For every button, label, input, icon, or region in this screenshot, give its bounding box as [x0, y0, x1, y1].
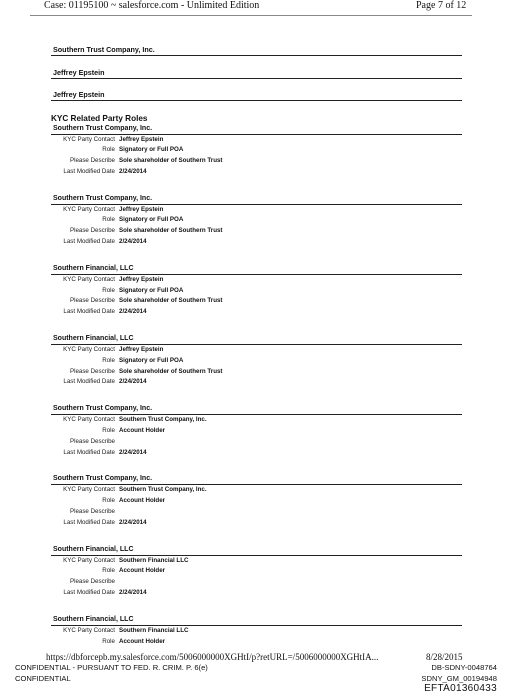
last-modified-date-label: Last Modified Date — [63, 448, 115, 456]
last-modified-date-value: 2/24/2014 — [119, 167, 147, 175]
role-row — [51, 637, 462, 648]
role-company-name: Southern Trust Company, Inc. — [53, 405, 153, 413]
print-date: 8/28/2015 — [426, 652, 463, 662]
please-describe-row — [51, 507, 462, 518]
last-modified-date-row — [51, 377, 462, 388]
page-url: https://dbforcepb.my.salesforce.com/5006000000XGHtI/p?retURL=/5006000000XGHtIA... — [46, 652, 379, 662]
please-describe-row — [51, 226, 462, 237]
kyc-party-contact-row — [51, 626, 462, 637]
kyc-party-contact-label: KYC Party Contact — [63, 626, 115, 634]
last-modified-date-label: Last Modified Date — [63, 167, 115, 175]
role-value: Signatory or Full POA — [119, 146, 184, 154]
kyc-role-list — [51, 124, 462, 648]
kyc-party-contact-label: KYC Party Contact — [63, 205, 115, 213]
confidential-label: CONFIDENTIAL — [15, 674, 71, 683]
role-label: Role — [102, 497, 115, 505]
case-title: Case: 01195100 ~ salesforce.com - Unlimited Edition — [44, 0, 260, 11]
kyc-party-contact-row — [51, 415, 462, 426]
please-describe-label: Please Describe — [69, 297, 115, 305]
kyc-role-card — [51, 124, 462, 178]
role-company-name: Southern Financial, LLC — [53, 545, 134, 553]
kyc-party-contact-value: Jeffrey Epstein — [119, 346, 164, 354]
last-modified-date-label: Last Modified Date — [63, 308, 115, 316]
role-row — [51, 215, 462, 226]
kyc-party-contact-label: KYC Party Contact — [63, 346, 115, 354]
kyc-party-contact-value: Southern Trust Company, Inc. — [119, 486, 207, 494]
kyc-party-contact-row — [51, 275, 462, 286]
last-modified-date-row — [51, 448, 462, 459]
account-name-value: Southern Trust Company, Inc. — [53, 45, 155, 54]
role-company-name: Southern Financial, LLC — [53, 264, 134, 272]
field-divider — [51, 55, 462, 56]
role-row — [51, 496, 462, 507]
page-number: Page 7 of 12 — [416, 0, 467, 11]
kyc-role-card — [51, 615, 462, 648]
role-row — [51, 356, 462, 367]
last-modified-date-label: Last Modified Date — [63, 378, 115, 386]
last-modified-date-label: Last Modified Date — [63, 589, 115, 597]
role-value: Account Holder — [119, 497, 166, 505]
please-describe-value: Sole shareholder of Southern Trust — [119, 297, 223, 305]
contact-name-value-2: Jeffrey Epstein — [53, 90, 105, 99]
role-value: Signatory or Full POA — [119, 216, 184, 224]
last-modified-date-value: 2/24/2014 — [119, 238, 147, 246]
please-describe-row — [51, 437, 462, 448]
role-company-name: Southern Financial, LLC — [53, 615, 134, 623]
kyc-party-contact-value: Southern Financial LLC — [119, 556, 189, 564]
kyc-party-contact-row — [51, 345, 462, 356]
role-company-name: Southern Trust Company, Inc. — [53, 124, 153, 132]
kyc-section-title: KYC Related Party Roles — [51, 113, 148, 123]
kyc-party-contact-value: Jeffrey Epstein — [119, 275, 164, 283]
kyc-party-contact-row — [51, 556, 462, 567]
kyc-party-contact-value: Jeffrey Epstein — [119, 135, 164, 143]
role-value: Account Holder — [119, 567, 166, 575]
kyc-role-card — [51, 334, 462, 388]
please-describe-label: Please Describe — [69, 578, 115, 586]
last-modified-date-row — [51, 518, 462, 529]
role-label: Role — [102, 637, 115, 645]
role-company-name: Southern Financial, LLC — [53, 335, 134, 343]
role-value: Account Holder — [119, 637, 166, 645]
last-modified-date-row — [51, 307, 462, 318]
contact-name-field — [51, 63, 462, 86]
please-describe-value: Sole shareholder of Southern Trust — [119, 227, 223, 235]
role-label: Role — [102, 146, 115, 154]
please-describe-row — [51, 367, 462, 378]
kyc-party-contact-label: KYC Party Contact — [63, 486, 115, 494]
kyc-party-contact-label: KYC Party Contact — [63, 135, 115, 143]
kyc-role-card — [51, 404, 462, 458]
last-modified-date-value: 2/24/2014 — [119, 378, 147, 386]
last-modified-date-value: 2/24/2014 — [119, 518, 147, 526]
please-describe-label: Please Describe — [69, 367, 115, 375]
role-label: Role — [102, 567, 115, 575]
last-modified-date-row — [51, 588, 462, 599]
kyc-party-contact-value: Southern Trust Company, Inc. — [119, 416, 207, 424]
kyc-party-contact-row — [51, 205, 462, 216]
last-modified-date-label: Last Modified Date — [63, 238, 115, 246]
kyc-party-contact-row — [51, 485, 462, 496]
please-describe-value: Sole shareholder of Southern Trust — [119, 157, 223, 165]
please-describe-label: Please Describe — [69, 157, 115, 165]
account-name-field — [51, 40, 462, 63]
kyc-role-card — [51, 545, 462, 599]
role-row — [51, 286, 462, 297]
kyc-role-card — [51, 194, 462, 248]
record-content — [51, 40, 462, 647]
kyc-party-contact-label: KYC Party Contact — [63, 416, 115, 424]
kyc-party-contact-row — [51, 135, 462, 146]
role-label: Role — [102, 356, 115, 364]
role-company-name: Southern Trust Company, Inc. — [53, 475, 153, 483]
bates-number-db: DB-SDNY-0048764 — [431, 663, 497, 672]
role-label: Role — [102, 286, 115, 294]
role-value: Account Holder — [119, 427, 166, 435]
role-label: Role — [102, 427, 115, 435]
role-row — [51, 566, 462, 577]
last-modified-date-label: Last Modified Date — [63, 518, 115, 526]
please-describe-label: Please Describe — [69, 227, 115, 235]
print-header — [0, 0, 512, 14]
please-describe-label: Please Describe — [69, 437, 115, 445]
last-modified-date-row — [51, 167, 462, 178]
kyc-party-contact-value: Southern Financial LLC — [119, 626, 189, 634]
kyc-party-contact-label: KYC Party Contact — [63, 275, 115, 283]
role-value: Signatory or Full POA — [119, 356, 184, 364]
last-modified-date-row — [51, 237, 462, 248]
please-describe-row — [51, 156, 462, 167]
kyc-party-contact-label: KYC Party Contact — [63, 556, 115, 564]
confidential-notice: CONFIDENTIAL - PURSUANT TO FED. R. CRIM. P. 6(e) — [15, 663, 208, 672]
contact-name-value: Jeffrey Epstein — [53, 67, 105, 77]
last-modified-date-value: 2/24/2014 — [119, 308, 147, 316]
role-row — [51, 426, 462, 437]
please-describe-row — [51, 296, 462, 307]
please-describe-value: Sole shareholder of Southern Trust — [119, 367, 223, 375]
role-label: Role — [102, 216, 115, 224]
efta-number: EFTA01360433 — [424, 683, 497, 694]
bates-number-sdny: SDNY_GM_00194948 — [421, 674, 497, 683]
field-divider — [51, 78, 462, 79]
kyc-party-contact-value: Jeffrey Epstein — [119, 205, 164, 213]
last-modified-date-value: 2/24/2014 — [119, 448, 147, 456]
kyc-role-card — [51, 264, 462, 318]
header-divider — [30, 15, 472, 16]
please-describe-label: Please Describe — [69, 508, 115, 516]
role-value: Signatory or Full POA — [119, 286, 184, 294]
last-modified-date-value: 2/24/2014 — [119, 589, 147, 597]
field-divider — [51, 100, 462, 101]
please-describe-row — [51, 577, 462, 588]
contact-name-field-2 — [51, 85, 462, 108]
kyc-role-card — [51, 474, 462, 528]
role-company-name: Southern Trust Company, Inc. — [53, 194, 153, 202]
role-row — [51, 145, 462, 156]
